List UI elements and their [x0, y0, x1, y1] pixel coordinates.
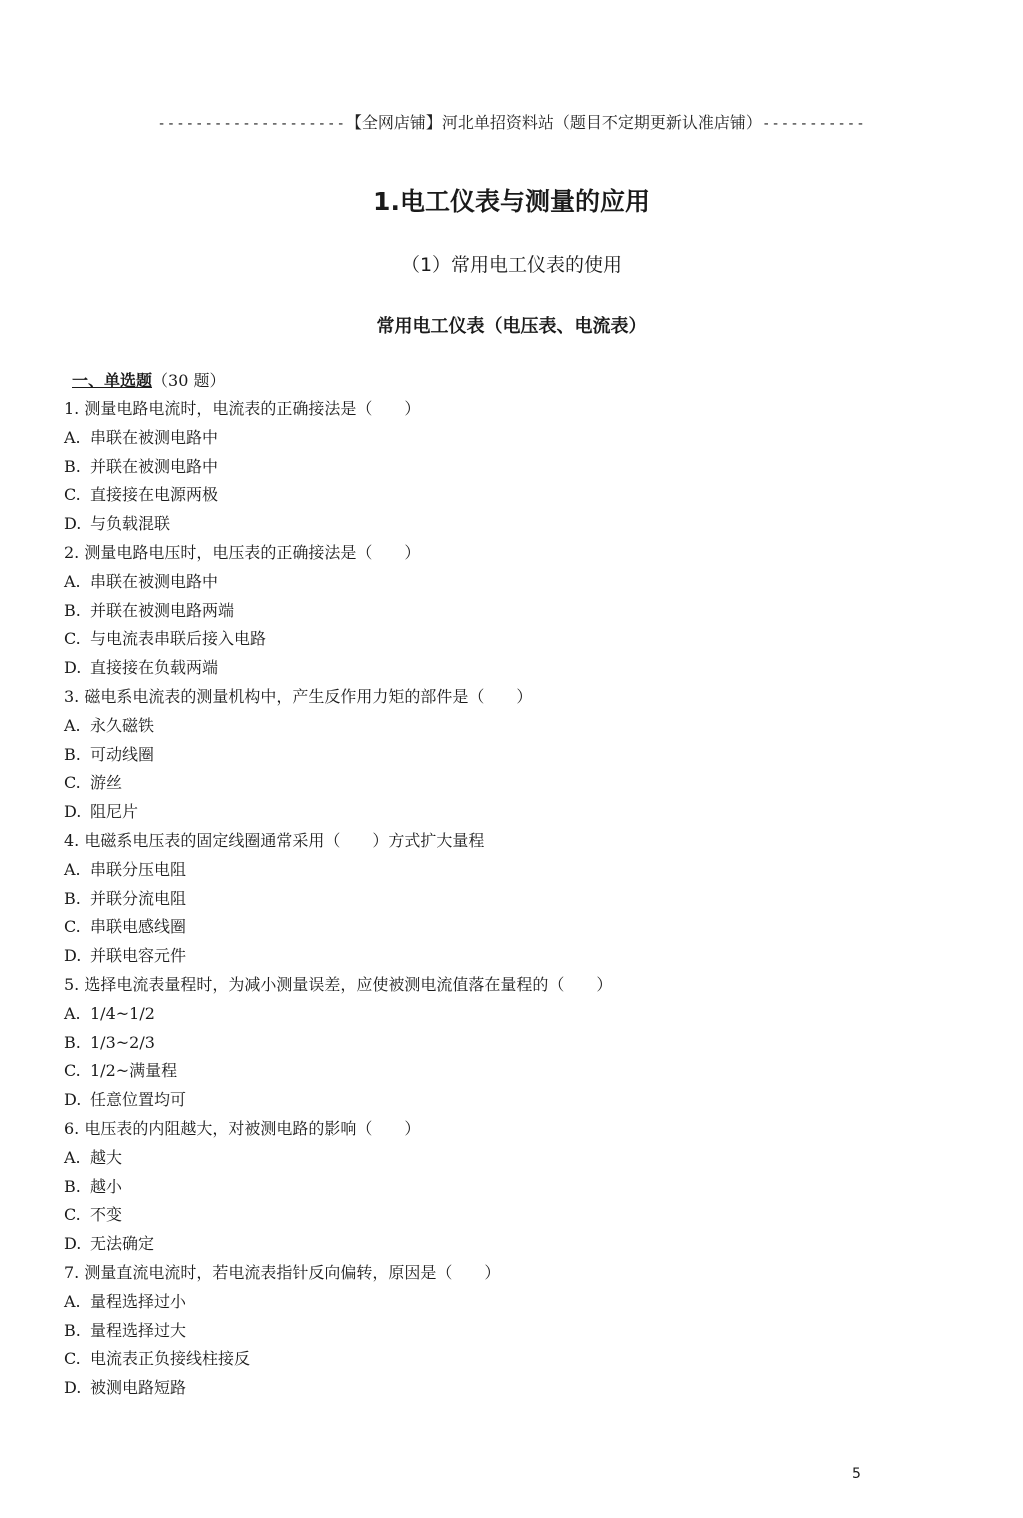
question-option	[64, 769, 964, 798]
question-option	[64, 885, 964, 914]
header-dashes-right: -----------	[761, 116, 866, 132]
option-text: 越大	[90, 1147, 123, 1167]
option-letter: B.	[64, 1320, 81, 1340]
category-label: 一、单选题	[72, 371, 153, 390]
option-letter: B.	[64, 600, 81, 620]
section-title: 常用电工仪表（电压表、电流表）	[376, 316, 647, 337]
option-letter: A.	[64, 1003, 81, 1023]
option-text: 1/2~满量程	[90, 1061, 178, 1081]
option-text: 串联在被测电路中	[90, 427, 219, 447]
option-letter: A.	[64, 427, 81, 447]
question-option	[64, 913, 964, 942]
page-title: 1.电工仪表与测量的应用	[373, 187, 650, 216]
option-text: 量程选择过大	[90, 1320, 187, 1340]
option-text: 越小	[90, 1176, 123, 1196]
question-option	[64, 1057, 964, 1086]
option-letter: D.	[64, 946, 82, 966]
option-text: 可动线圈	[90, 744, 155, 764]
option-text: 电流表正负接线柱接反	[90, 1349, 251, 1369]
question-option	[64, 942, 964, 971]
question-option	[64, 1288, 964, 1317]
question-stem: 3. 磁电系电流表的测量机构中，产生反作用力矩的部件是（ ）	[64, 686, 533, 706]
option-text: 阻尼片	[90, 802, 139, 822]
question-option	[64, 453, 964, 482]
page-number: 5	[852, 1466, 861, 1482]
question-option	[64, 798, 964, 827]
option-text: 串联在被测电路中	[90, 571, 219, 591]
option-text: 串联分压电阻	[90, 859, 187, 879]
option-text: 串联电感线圈	[90, 917, 187, 937]
question-stem: 7. 测量直流电流时，若电流表指针反向偏转，原因是（ ）	[64, 1262, 501, 1282]
question-option	[64, 625, 964, 654]
option-text: 直接接在负载两端	[90, 658, 219, 678]
option-letter: D.	[64, 658, 82, 678]
option-letter: A.	[64, 1291, 81, 1311]
option-text: 并联在被测电路两端	[90, 600, 235, 620]
question-option	[64, 1317, 964, 1346]
question-option	[64, 1345, 964, 1374]
option-text: 被测电路短路	[90, 1378, 187, 1398]
option-text: 量程选择过小	[90, 1291, 187, 1311]
option-letter: B.	[64, 1032, 81, 1052]
option-letter: D.	[64, 802, 82, 822]
question-option	[64, 712, 964, 741]
option-letter: D.	[64, 1378, 82, 1398]
option-text: 直接接在电源两极	[90, 485, 219, 505]
option-letter: B.	[64, 744, 81, 764]
option-text: 1/4~1/2	[90, 1003, 155, 1023]
question-option	[64, 741, 964, 770]
question-stem: 6. 电压表的内阻越大，对被测电路的影响（ ）	[64, 1118, 421, 1138]
question-option	[64, 1201, 964, 1230]
question-option	[64, 1029, 964, 1058]
option-text: 无法确定	[90, 1234, 155, 1254]
option-letter: C.	[64, 917, 81, 937]
question-list	[64, 366, 964, 1403]
option-letter: B.	[64, 1176, 81, 1196]
question-option	[64, 481, 964, 510]
category-count: （30 题）	[152, 371, 226, 390]
option-letter: C.	[64, 485, 81, 505]
question-option	[64, 424, 964, 453]
option-letter: B.	[64, 456, 81, 476]
question-option	[64, 1374, 964, 1403]
option-letter: A.	[64, 859, 81, 879]
option-text: 任意位置均可	[90, 1090, 187, 1110]
question-option	[64, 1000, 964, 1029]
question-option	[64, 568, 964, 597]
option-letter: C.	[64, 1349, 81, 1369]
page-subtitle: （1）常用电工仪表的使用	[400, 254, 623, 276]
option-text: 1/3~2/3	[90, 1032, 155, 1052]
option-letter: C.	[64, 1205, 81, 1225]
question-option	[64, 1173, 964, 1202]
header-dashes-left: --------------------	[157, 116, 346, 132]
option-letter: C.	[64, 773, 81, 793]
option-text: 与负载混联	[90, 514, 171, 534]
option-letter: A.	[64, 571, 81, 591]
option-text: 与电流表串联后接入电路	[90, 629, 267, 649]
option-text: 永久磁铁	[90, 715, 155, 735]
option-letter: C.	[64, 1061, 81, 1081]
option-letter: C.	[64, 629, 81, 649]
question-option	[64, 1086, 964, 1115]
question-option	[64, 654, 964, 683]
question-stem: 2. 测量电路电压时，电压表的正确接法是（ ）	[64, 542, 421, 562]
option-text: 游丝	[90, 773, 123, 793]
option-text: 并联分流电阻	[90, 888, 187, 908]
option-letter: D.	[64, 1090, 82, 1110]
question-option	[64, 1144, 964, 1173]
question-stem: 5. 选择电流表量程时，为减小测量误差，应使被测电流值落在量程的（ ）	[64, 974, 613, 994]
question-option	[64, 510, 964, 539]
option-text: 并联电容元件	[90, 946, 187, 966]
question-category	[64, 366, 964, 395]
question-stem: 4. 电磁系电压表的固定线圈通常采用（ ）方式扩大量程	[64, 830, 485, 850]
option-letter: A.	[64, 715, 81, 735]
header-banner-text: 【全网店铺】河北单招资料站（题目不定期更新认准店铺）	[345, 113, 762, 132]
option-text: 不变	[90, 1205, 123, 1225]
option-letter: D.	[64, 514, 82, 534]
header-banner	[0, 110, 1023, 133]
option-text: 并联在被测电路中	[90, 456, 219, 476]
question-option	[64, 1230, 964, 1259]
option-letter: B.	[64, 888, 81, 908]
question-stem: 1. 测量电路电流时，电流表的正确接法是（ ）	[64, 399, 421, 418]
option-letter: D.	[64, 1234, 82, 1254]
option-letter: A.	[64, 1147, 81, 1167]
question-option	[64, 597, 964, 626]
question-option	[64, 856, 964, 885]
